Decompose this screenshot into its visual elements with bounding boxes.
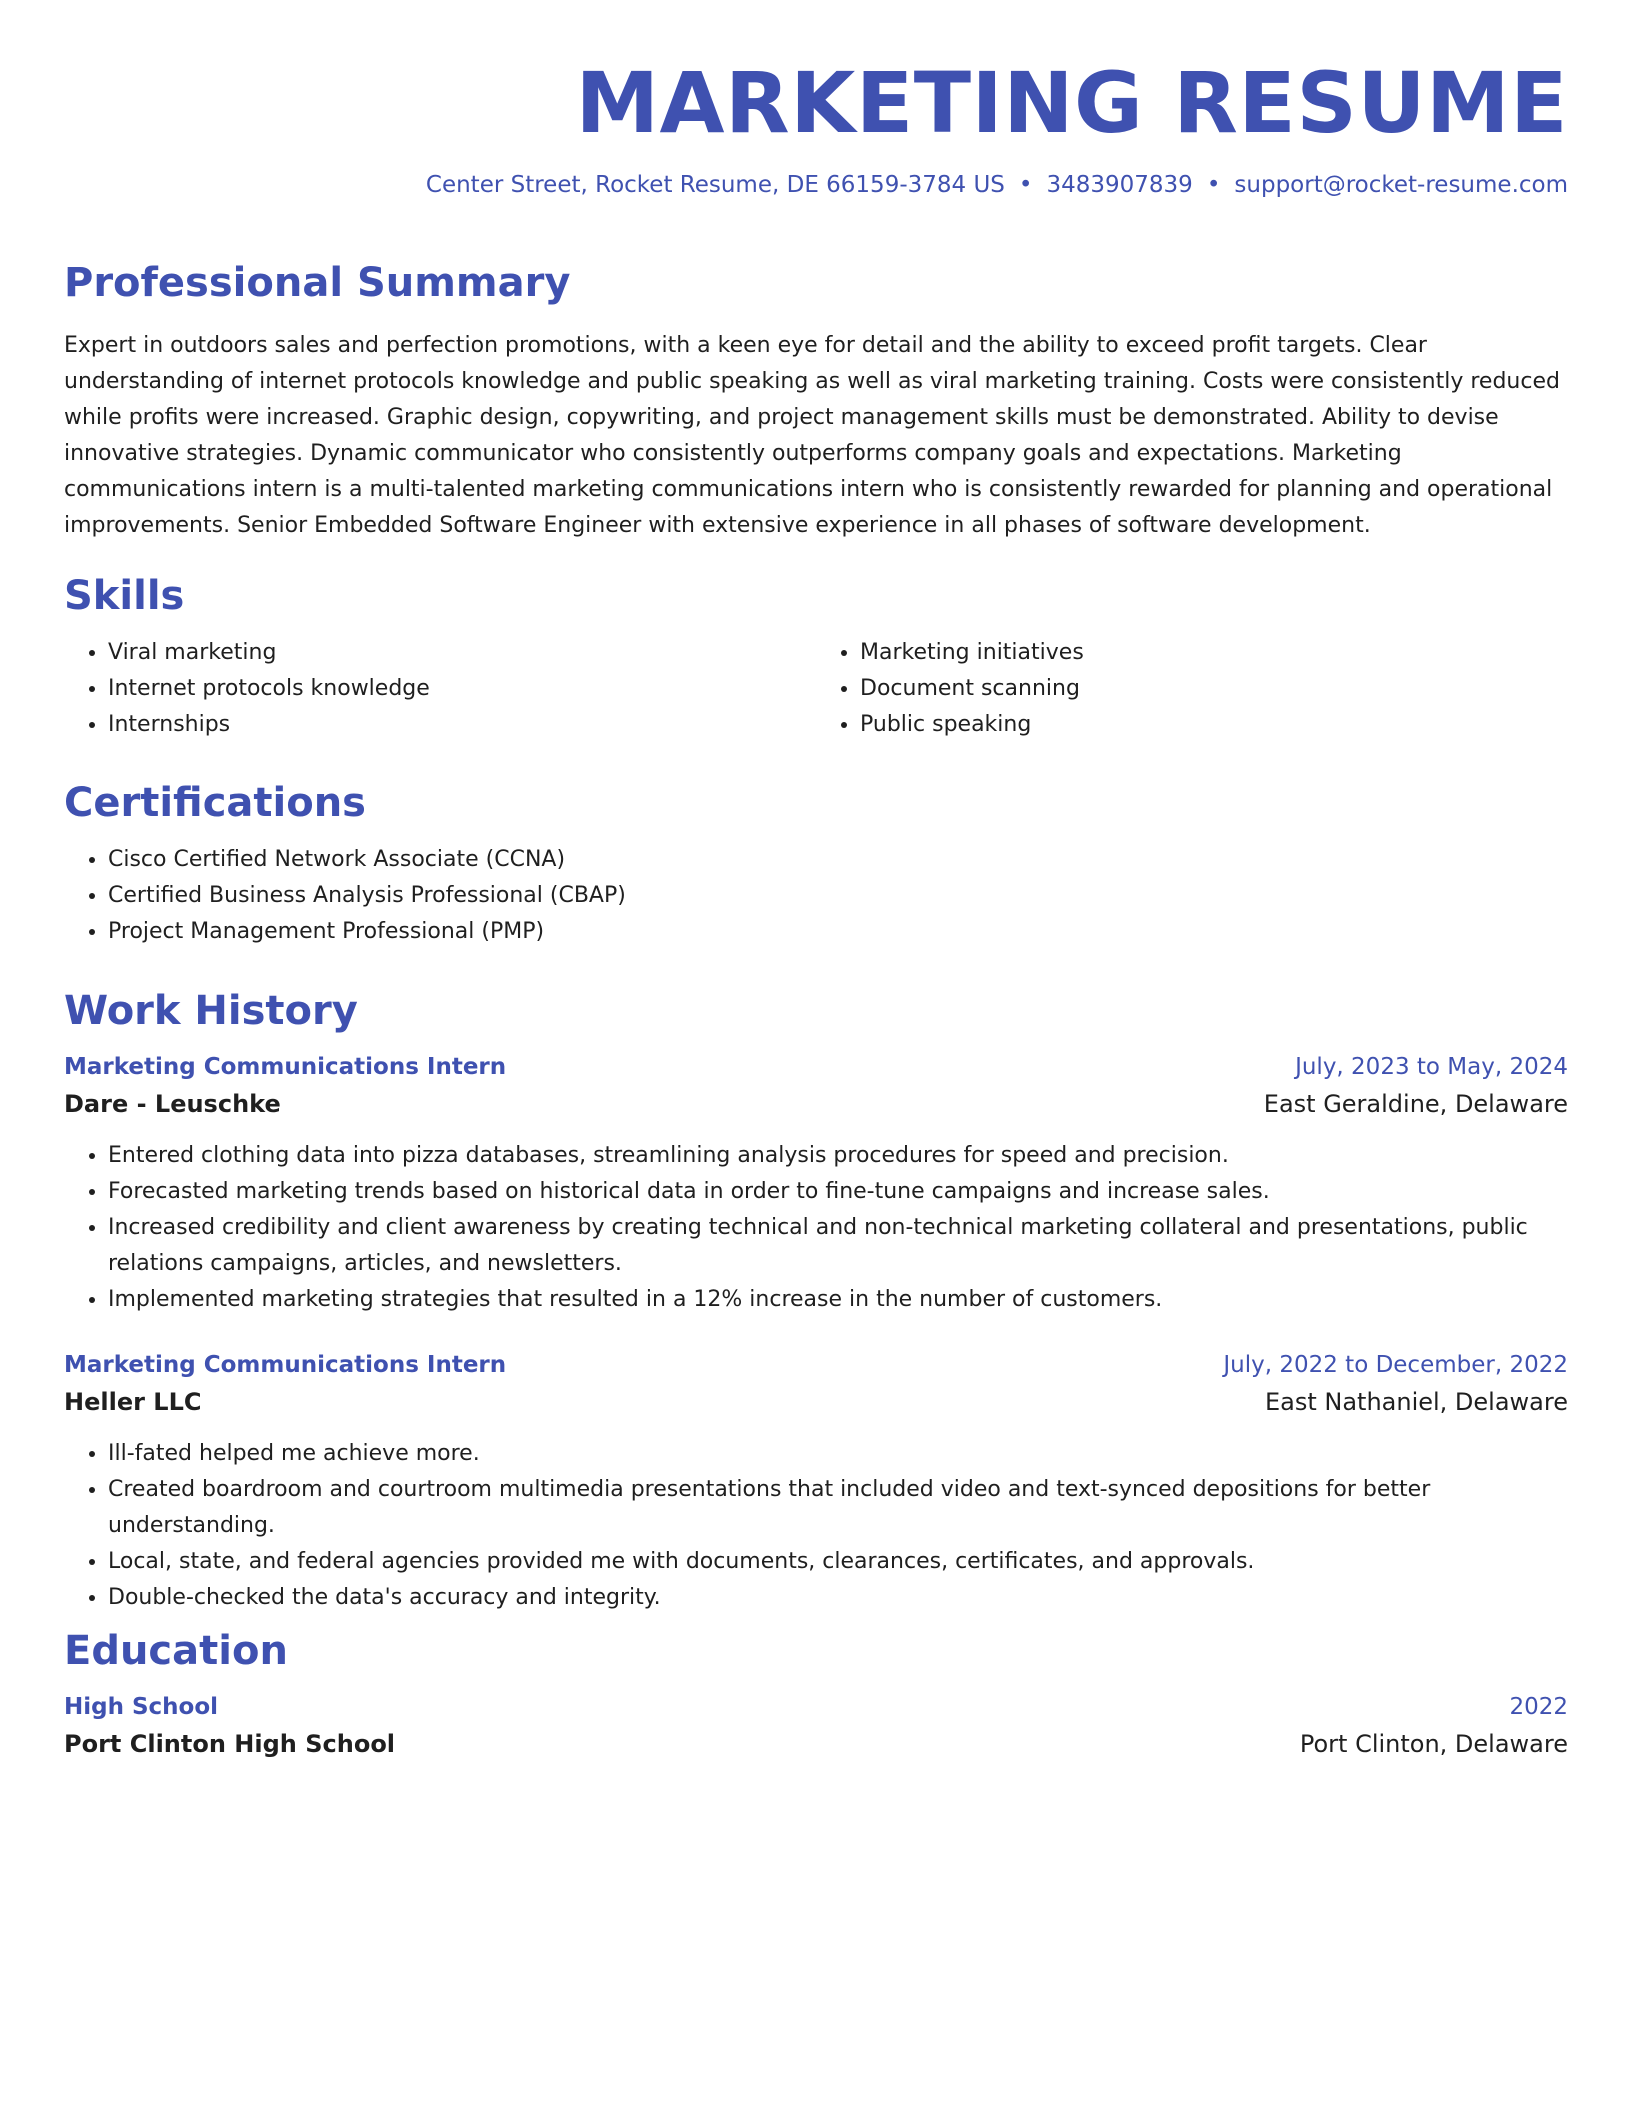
job-bullet: • Entered clothing data into pizza databases, streamlining analysis procedures for speed and precision. (108, 1138, 1568, 1174)
job-location: East Geraldine, Delaware (1263, 1090, 1568, 1118)
job-bullet: • Ill-fated helped me achieve more. (108, 1436, 1568, 1472)
job-company: Heller LLC (64, 1388, 202, 1416)
education-year: 2022 (1509, 1694, 1568, 1720)
contact-phone: 3483907839 (1046, 172, 1193, 198)
job-bullet: • Implemented marketing strategies that resulted in a 12% increase in the number of customers. (108, 1282, 1568, 1318)
skills-columns (64, 621, 1568, 743)
education-degree: High School (64, 1694, 219, 1720)
job-entry (64, 1348, 1568, 1616)
education-school: Port Clinton High School (64, 1730, 396, 1758)
certification-item: • Cisco Certified Network Associate (CCNA) (108, 842, 1568, 878)
education-heading: Education (64, 1628, 288, 1674)
contact-line (426, 170, 1568, 200)
skills-heading: Skills (64, 573, 185, 619)
job-company: Dare - Leuschke (64, 1090, 281, 1118)
job-role: Marketing Communications Intern (64, 1054, 507, 1080)
education-location: Port Clinton, Delaware (1299, 1730, 1568, 1758)
education-section (64, 1626, 1568, 1764)
contact-address: Center Street, Rocket Resume, DE 66159-3784 US (425, 172, 1005, 198)
job-dates: July, 2022 to December, 2022 (1223, 1352, 1568, 1378)
certifications-list (64, 842, 1568, 950)
job-header (64, 1050, 1568, 1084)
work-history-heading: Work History (64, 988, 358, 1034)
work-history-section (64, 986, 1568, 1616)
job-role: Marketing Communications Intern (64, 1352, 507, 1378)
summary-heading: Professional Summary (64, 260, 571, 306)
contact-separator: • (1018, 172, 1033, 198)
job-subheader (64, 1382, 1568, 1422)
skill-item: • Marketing initiatives (860, 635, 1568, 671)
job-bullets (64, 1138, 1568, 1318)
skill-item: • Internet protocols knowledge (108, 671, 816, 707)
job-bullets (64, 1436, 1568, 1616)
skill-item: • Internships (108, 707, 816, 743)
skills-section (64, 571, 1568, 743)
education-entry (64, 1690, 1568, 1764)
resume-title: MARKETING RESUME (575, 54, 1568, 152)
job-entry (64, 1050, 1568, 1318)
skills-list-right (816, 635, 1568, 743)
job-bullet: • Double-checked the data's accuracy and integrity. (108, 1580, 1568, 1616)
job-subheader (64, 1084, 1568, 1124)
summary-text: Expert in outdoors sales and perfection promotions, with a keen eye for detail and the ability to exceed profit targets. Clear understanding of internet protocols knowledge and public speaking as well as viral marketing training. Costs were consistently reduced while profits were increased. Graphic design, copywriting, and project management skills must be demonstrated. Ability to devise innovative strategies. Dynamic communicator who consistently outperforms company goals and expectations. Marketing communications intern is a multi-talented marketing communications intern who is consistently rewarded for planning and operational improvements. Senior Embedded Software Engineer with extensive experience in all phases of software development. (64, 333, 1560, 538)
contact-email[interactable]: support@rocket-resume.com (1234, 172, 1568, 198)
certifications-heading: Certifications (64, 780, 366, 826)
job-bullet: • Local, state, and federal agencies provided me with documents, clearances, certificates, and approvals. (108, 1544, 1568, 1580)
certification-item: • Certified Business Analysis Professional (CBAP) (108, 878, 1568, 914)
summary-section (64, 258, 1568, 544)
education-header (64, 1690, 1568, 1724)
job-bullet: • Forecasted marketing trends based on historical data in order to fine-tune campaigns and increase sales. (108, 1174, 1568, 1210)
skill-item: • Document scanning (860, 671, 1568, 707)
education-subheader (64, 1724, 1568, 1764)
certifications-section (64, 778, 1568, 950)
contact-separator: • (1206, 172, 1221, 198)
job-location: East Nathaniel, Delaware (1264, 1388, 1568, 1416)
job-bullet: • Increased credibility and client awareness by creating technical and non-technical marketing collateral and presentations, public relations campaigns, articles, and newsletters. (108, 1210, 1568, 1282)
skill-item: • Viral marketing (108, 635, 816, 671)
skills-list-left (64, 635, 816, 743)
certification-item: • Project Management Professional (PMP) (108, 914, 1568, 950)
skill-item: • Public speaking (860, 707, 1568, 743)
job-header (64, 1348, 1568, 1382)
job-bullet: • Created boardroom and courtroom multimedia presentations that included video and text-synced depositions for better understanding. (108, 1472, 1568, 1544)
job-dates: July, 2023 to May, 2024 (1295, 1054, 1568, 1080)
